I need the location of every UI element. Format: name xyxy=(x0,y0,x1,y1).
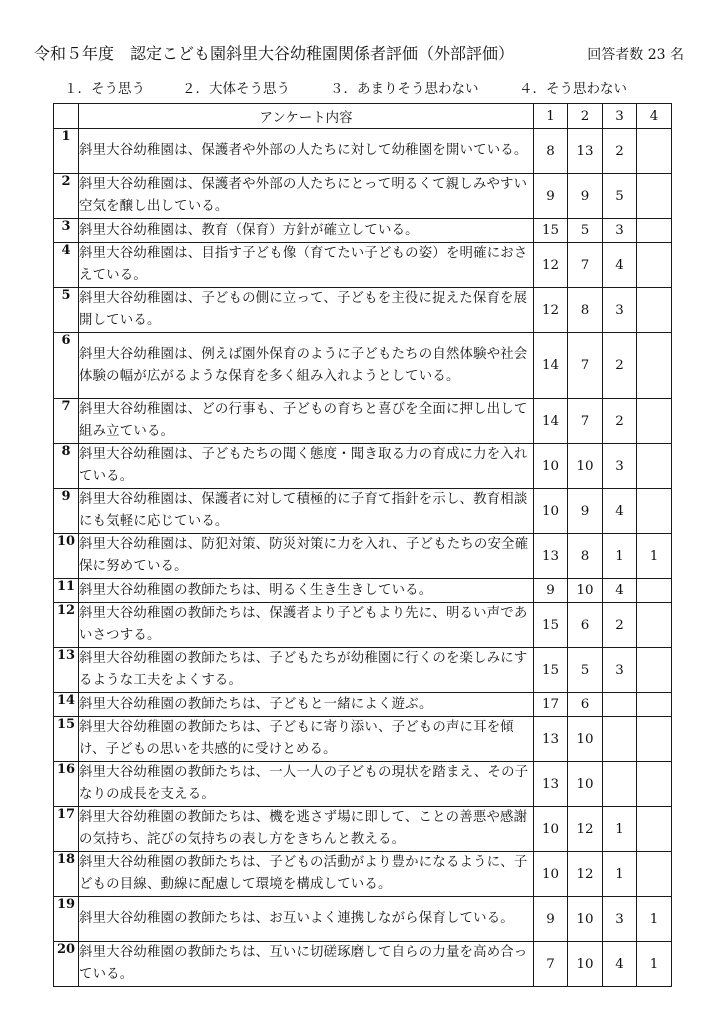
question-text: 斜里大谷幼稚園は、保護者や外部の人たちに対して幼稚園を開いている。 xyxy=(79,129,534,174)
table-row xyxy=(54,942,672,987)
count-rating-3: 1 xyxy=(603,852,637,897)
row-number: 18 xyxy=(54,852,79,897)
count-rating-1: 9 xyxy=(534,897,568,942)
count-rating-1: 13 xyxy=(534,762,568,807)
count-rating-1: 9 xyxy=(534,174,568,219)
count-rating-1: 17 xyxy=(534,693,568,717)
survey-table xyxy=(53,103,672,987)
question-text: 斜里大谷幼稚園は、子どもの側に立って、子どもを主役に捉えた保育を展開している。 xyxy=(79,288,534,333)
count-rating-2: 6 xyxy=(568,603,603,648)
count-rating-1: 10 xyxy=(534,807,568,852)
table-row xyxy=(54,603,672,648)
count-rating-3: 5 xyxy=(603,174,637,219)
rating-legend xyxy=(64,78,684,100)
count-rating-2: 5 xyxy=(568,648,603,693)
row-number: 2 xyxy=(54,174,79,219)
count-rating-1: 10 xyxy=(534,444,568,489)
legend-item-4: ４．そう思わない xyxy=(519,81,627,97)
count-rating-3: 2 xyxy=(603,399,637,444)
count-rating-2: 10 xyxy=(568,897,603,942)
count-rating-4 xyxy=(637,693,672,717)
row-number: 15 xyxy=(54,717,79,762)
question-text: 斜里大谷幼稚園の教師たちは、明るく生き生きしている。 xyxy=(79,579,534,603)
document-title: 令和５年度 認定こども園斜里大谷幼稚園関係者評価（外部評価） xyxy=(34,44,515,63)
count-rating-3: 4 xyxy=(603,243,637,288)
question-text: 斜里大谷幼稚園の教師たちは、子どもに寄り添い、子どもの声に耳を傾け、子どもの思いを共感的に受けとめる。 xyxy=(79,717,534,762)
count-rating-2: 8 xyxy=(568,534,603,579)
count-rating-4 xyxy=(637,399,672,444)
count-rating-1: 13 xyxy=(534,717,568,762)
count-rating-4 xyxy=(637,579,672,603)
header-question: アンケート内容 xyxy=(79,104,534,129)
count-rating-1: 8 xyxy=(534,129,568,174)
count-rating-2: 8 xyxy=(568,288,603,333)
question-text: 斜里大谷幼稚園の教師たちは、お互いよく連携しながら保育している。 xyxy=(79,897,534,942)
row-number: 1 xyxy=(54,129,79,174)
count-rating-4: 1 xyxy=(637,534,672,579)
table-row xyxy=(54,444,672,489)
count-rating-1: 14 xyxy=(534,399,568,444)
count-rating-4 xyxy=(637,489,672,534)
count-rating-3: 3 xyxy=(603,219,637,243)
question-text: 斜里大谷幼稚園の教師たちは、一人一人の子どもの現状を踏まえ、その子なりの成長を支える。 xyxy=(79,762,534,807)
count-rating-1: 13 xyxy=(534,534,568,579)
question-text: 斜里大谷幼稚園は、保護者や外部の人たちにとって明るくて親しみやすい空気を醸し出している。 xyxy=(79,174,534,219)
count-rating-4 xyxy=(637,648,672,693)
question-text: 斜里大谷幼稚園の教師たちは、子どもと一緒によく遊ぶ。 xyxy=(79,693,534,717)
count-rating-4 xyxy=(637,762,672,807)
question-text: 斜里大谷幼稚園は、どの行事も、子どもの育ちと喜びを全面に押し出して組み立ている。 xyxy=(79,399,534,444)
table-row xyxy=(54,399,672,444)
table-header-row xyxy=(54,104,672,129)
table-row xyxy=(54,534,672,579)
header-rating-1: 1 xyxy=(534,104,568,129)
question-text: 斜里大谷幼稚園の教師たちは、機を逃さず場に即して、ことの善悪や感謝の気持ち、詫びの気持ちの表し方をきちんと教える。 xyxy=(79,807,534,852)
count-rating-4 xyxy=(637,807,672,852)
row-number: 5 xyxy=(54,288,79,333)
count-rating-4 xyxy=(637,174,672,219)
question-text: 斜里大谷幼稚園は、保護者に対して積極的に子育て指針を示し、教育相談にも気軽に応じている。 xyxy=(79,489,534,534)
count-rating-3: 3 xyxy=(603,444,637,489)
table-row xyxy=(54,129,672,174)
row-number: 19 xyxy=(54,897,79,942)
count-rating-3: 2 xyxy=(603,129,637,174)
count-rating-1: 12 xyxy=(534,288,568,333)
table-row xyxy=(54,897,672,942)
document-header xyxy=(34,42,684,66)
count-rating-1: 10 xyxy=(534,489,568,534)
count-rating-3: 2 xyxy=(603,333,637,399)
row-number: 4 xyxy=(54,243,79,288)
count-rating-1: 9 xyxy=(534,579,568,603)
count-rating-3: 4 xyxy=(603,489,637,534)
header-rating-2: 2 xyxy=(568,104,603,129)
count-rating-4 xyxy=(637,603,672,648)
count-rating-2: 10 xyxy=(568,717,603,762)
count-rating-4 xyxy=(637,444,672,489)
count-rating-3: 4 xyxy=(603,579,637,603)
table-row xyxy=(54,693,672,717)
row-number: 11 xyxy=(54,579,79,603)
count-rating-2: 10 xyxy=(568,762,603,807)
count-rating-2: 5 xyxy=(568,219,603,243)
count-rating-4 xyxy=(637,243,672,288)
row-number: 9 xyxy=(54,489,79,534)
table-row xyxy=(54,762,672,807)
row-number: 3 xyxy=(54,219,79,243)
header-rating-4: 4 xyxy=(637,104,672,129)
question-text: 斜里大谷幼稚園は、教育（保育）方針が確立している。 xyxy=(79,219,534,243)
count-rating-2: 10 xyxy=(568,942,603,987)
row-number: 16 xyxy=(54,762,79,807)
question-text: 斜里大谷幼稚園は、防犯対策、防災対策に力を入れ、子どもたちの安全確保に努めている。 xyxy=(79,534,534,579)
row-number: 14 xyxy=(54,693,79,717)
row-number: 6 xyxy=(54,333,79,399)
count-rating-3: 3 xyxy=(603,648,637,693)
count-rating-2: 10 xyxy=(568,444,603,489)
count-rating-1: 14 xyxy=(534,333,568,399)
table-row xyxy=(54,288,672,333)
table-row xyxy=(54,579,672,603)
table-row xyxy=(54,333,672,399)
count-rating-1: 15 xyxy=(534,603,568,648)
table-row xyxy=(54,717,672,762)
table-row xyxy=(54,807,672,852)
row-number: 12 xyxy=(54,603,79,648)
header-rating-3: 3 xyxy=(603,104,637,129)
count-rating-3: 3 xyxy=(603,897,637,942)
table-row xyxy=(54,243,672,288)
count-rating-2: 7 xyxy=(568,399,603,444)
count-rating-1: 7 xyxy=(534,942,568,987)
count-rating-4: 1 xyxy=(637,942,672,987)
question-text: 斜里大谷幼稚園の教師たちは、互いに切磋琢磨して自らの力量を高め合っている。 xyxy=(79,942,534,987)
count-rating-3 xyxy=(603,717,637,762)
count-rating-2: 7 xyxy=(568,333,603,399)
question-text: 斜里大谷幼稚園は、目指す子ども像（育てたい子どもの姿）を明確におさえている。 xyxy=(79,243,534,288)
count-rating-4: 1 xyxy=(637,897,672,942)
table-row xyxy=(54,219,672,243)
respondent-count: 回答者数 23 名 xyxy=(587,47,684,63)
question-text: 斜里大谷幼稚園は、子どもたちの聞く態度・聞き取る力の育成に力を入れている。 xyxy=(79,444,534,489)
count-rating-4 xyxy=(637,288,672,333)
legend-item-2: ２．大体そう思う xyxy=(182,81,290,97)
header-no xyxy=(54,104,79,129)
count-rating-2: 10 xyxy=(568,579,603,603)
row-number: 20 xyxy=(54,942,79,987)
question-text: 斜里大谷幼稚園の教師たちは、子どもの活動がより豊かになるように、子どもの目線、動線に配慮して環境を構成している。 xyxy=(79,852,534,897)
legend-item-1: １．そう思う xyxy=(64,81,145,97)
count-rating-3: 3 xyxy=(603,288,637,333)
question-text: 斜里大谷幼稚園は、例えば園外保育のように子どもたちの自然体験や社会体験の幅が広がるような保育を多く組み入れようとしている。 xyxy=(79,333,534,399)
count-rating-3: 1 xyxy=(603,807,637,852)
row-number: 7 xyxy=(54,399,79,444)
count-rating-3 xyxy=(603,693,637,717)
question-text: 斜里大谷幼稚園の教師たちは、子どもたちが幼稚園に行くのを楽しみにするような工夫をよくする。 xyxy=(79,648,534,693)
count-rating-4 xyxy=(637,852,672,897)
count-rating-2: 6 xyxy=(568,693,603,717)
count-rating-2: 9 xyxy=(568,174,603,219)
count-rating-4 xyxy=(637,333,672,399)
table-row xyxy=(54,174,672,219)
row-number: 8 xyxy=(54,444,79,489)
count-rating-1: 15 xyxy=(534,219,568,243)
table-row xyxy=(54,852,672,897)
count-rating-4 xyxy=(637,219,672,243)
count-rating-1: 12 xyxy=(534,243,568,288)
count-rating-2: 13 xyxy=(568,129,603,174)
legend-item-3: ３．あまりそう思わない xyxy=(330,81,479,97)
row-number: 13 xyxy=(54,648,79,693)
count-rating-2: 9 xyxy=(568,489,603,534)
count-rating-4 xyxy=(637,717,672,762)
count-rating-3 xyxy=(603,762,637,807)
row-number: 10 xyxy=(54,534,79,579)
count-rating-4 xyxy=(637,129,672,174)
row-number: 17 xyxy=(54,807,79,852)
count-rating-3: 2 xyxy=(603,603,637,648)
count-rating-2: 7 xyxy=(568,243,603,288)
table-row xyxy=(54,648,672,693)
count-rating-2: 12 xyxy=(568,807,603,852)
table-row xyxy=(54,489,672,534)
count-rating-1: 10 xyxy=(534,852,568,897)
count-rating-3: 4 xyxy=(603,942,637,987)
question-text: 斜里大谷幼稚園の教師たちは、保護者より子どもより先に、明るい声であいさつする。 xyxy=(79,603,534,648)
count-rating-2: 12 xyxy=(568,852,603,897)
count-rating-1: 15 xyxy=(534,648,568,693)
count-rating-3: 1 xyxy=(603,534,637,579)
